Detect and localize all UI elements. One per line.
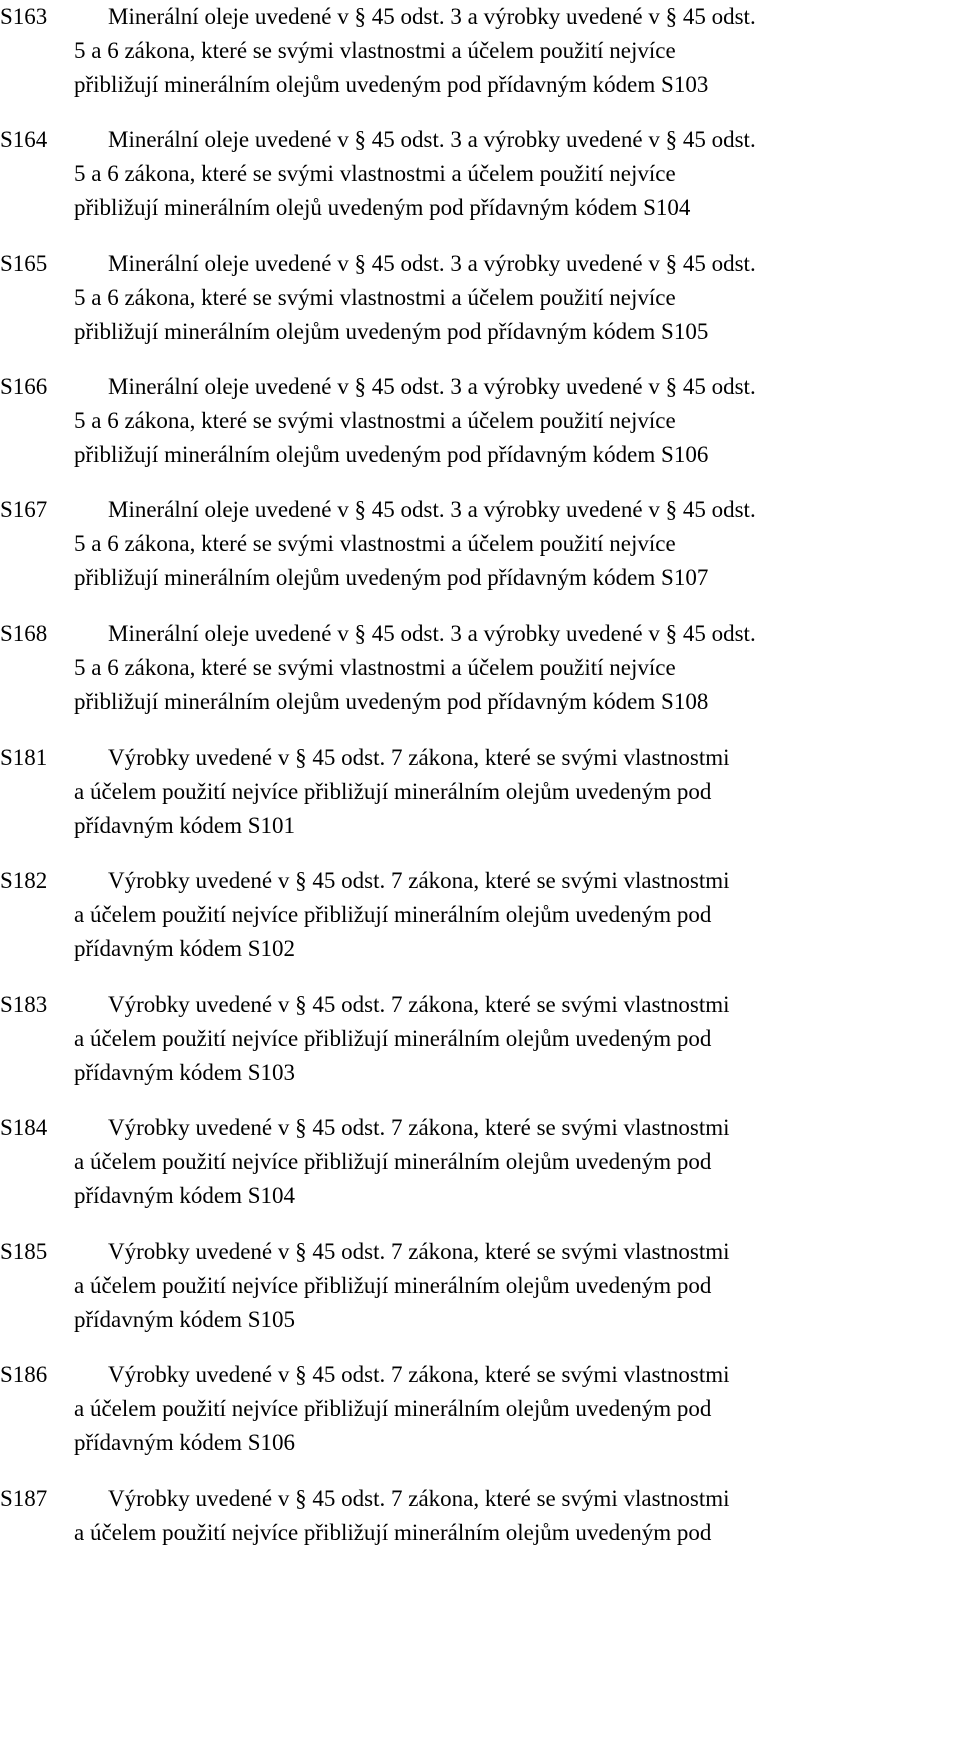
- entry-line: 5 a 6 zákona, které se svými vlastnostmi a účelem použití nejvíce: [74, 38, 676, 63]
- entry-code: S166: [0, 374, 48, 399]
- entry-line: přídavným kódem S105: [74, 1307, 296, 1332]
- entry-line: Výrobky uvedené v § 45 odst. 7 zákona, které se svými vlastnostmi: [108, 1115, 730, 1140]
- entry-code: S187: [0, 1486, 48, 1511]
- entry-code: S183: [0, 992, 48, 1017]
- entry-description: [74, 370, 954, 472]
- entry-line: přibližují minerálním olejům uvedeným pod přídavným kódem S108: [74, 689, 709, 714]
- entry-line: přibližují minerálním olejům uvedeným pod přídavným kódem S105: [74, 319, 709, 344]
- entry-line: 5 a 6 zákona, které se svými vlastnostmi a účelem použití nejvíce: [74, 655, 676, 680]
- entry-line: 5 a 6 zákona, které se svými vlastnostmi a účelem použití nejvíce: [74, 531, 676, 556]
- entry-line: 5 a 6 zákona, které se svými vlastnostmi a účelem použití nejvíce: [74, 161, 676, 186]
- entry-line: 5 a 6 zákona, které se svými vlastnostmi a účelem použití nejvíce: [74, 408, 676, 433]
- entry-line: přibližují minerálním olejům uvedeným pod přídavným kódem S106: [74, 442, 709, 467]
- entry-line: přídavným kódem S103: [74, 1060, 296, 1085]
- entry-line: přibližují minerálním olejům uvedeným pod přídavným kódem S103: [74, 72, 709, 97]
- entry-line: Výrobky uvedené v § 45 odst. 7 zákona, které se svými vlastnostmi: [108, 1362, 730, 1387]
- entry-description: [74, 1111, 954, 1213]
- entry-description: [74, 1358, 954, 1460]
- entry-description: [74, 0, 954, 102]
- entry-line: přídavným kódem S101: [74, 813, 296, 838]
- entry-code: S181: [0, 745, 48, 770]
- entry-line: Minerální oleje uvedené v § 45 odst. 3 a výrobky uvedené v § 45 odst.: [108, 4, 756, 29]
- entry-code: S168: [0, 621, 48, 646]
- entry-code: S163: [0, 4, 48, 29]
- entry-line: Minerální oleje uvedené v § 45 odst. 3 a výrobky uvedené v § 45 odst.: [108, 127, 756, 152]
- entry-line: přídavným kódem S104: [74, 1183, 296, 1208]
- entry-line: a účelem použití nejvíce přibližují minerálním olejům uvedeným pod: [74, 902, 712, 927]
- entry-line: Výrobky uvedené v § 45 odst. 7 zákona, které se svými vlastnostmi: [108, 1239, 730, 1264]
- entry-description: [74, 1235, 954, 1337]
- entry-code: S184: [0, 1115, 48, 1140]
- entry-line: Výrobky uvedené v § 45 odst. 7 zákona, které se svými vlastnostmi: [108, 745, 730, 770]
- entry-description: [74, 123, 954, 225]
- entry-line: Minerální oleje uvedené v § 45 odst. 3 a výrobky uvedené v § 45 odst.: [108, 497, 756, 522]
- entry-description: [74, 493, 954, 595]
- entry-line: přibližují minerálním olejů uvedeným pod přídavným kódem S104: [74, 195, 691, 220]
- entry-line: Výrobky uvedené v § 45 odst. 7 zákona, které se svými vlastnostmi: [108, 868, 730, 893]
- entry-line: Výrobky uvedené v § 45 odst. 7 zákona, které se svými vlastnostmi: [108, 992, 730, 1017]
- entry-line: přibližují minerálním olejům uvedeným pod přídavným kódem S107: [74, 565, 709, 590]
- entry-code: S186: [0, 1362, 48, 1387]
- entry-line: 5 a 6 zákona, které se svými vlastnostmi a účelem použití nejvíce: [74, 285, 676, 310]
- entry-line: Minerální oleje uvedené v § 45 odst. 3 a výrobky uvedené v § 45 odst.: [108, 374, 756, 399]
- entry-line: Výrobky uvedené v § 45 odst. 7 zákona, které se svými vlastnostmi: [108, 1486, 730, 1511]
- entry-line: Minerální oleje uvedené v § 45 odst. 3 a výrobky uvedené v § 45 odst.: [108, 621, 756, 646]
- entry-line: a účelem použití nejvíce přibližují minerálním olejům uvedeným pod: [74, 1396, 712, 1421]
- entry-description: [74, 617, 954, 719]
- entry-code: S185: [0, 1239, 48, 1264]
- entry-description: [74, 1482, 954, 1550]
- entry-line: a účelem použití nejvíce přibližují minerálním olejům uvedeným pod: [74, 1026, 712, 1051]
- entry-line: přídavným kódem S106: [74, 1430, 296, 1455]
- entry-line: Minerální oleje uvedené v § 45 odst. 3 a výrobky uvedené v § 45 odst.: [108, 251, 756, 276]
- entry-line: a účelem použití nejvíce přibližují minerálním olejům uvedeným pod: [74, 1149, 712, 1174]
- entry-line: a účelem použití nejvíce přibližují minerálním olejům uvedeným pod: [74, 1273, 712, 1298]
- entry-code: S165: [0, 251, 48, 276]
- entry-code: S182: [0, 868, 48, 893]
- entry-description: [74, 864, 954, 966]
- entry-code: S167: [0, 497, 48, 522]
- entry-line: a účelem použití nejvíce přibližují minerálním olejům uvedeným pod: [74, 779, 712, 804]
- entry-description: [74, 247, 954, 349]
- entry-description: [74, 988, 954, 1090]
- entry-line: přídavným kódem S102: [74, 936, 296, 961]
- entry-line: a účelem použití nejvíce přibližují minerálním olejům uvedeným pod: [74, 1520, 712, 1545]
- entry-code: S164: [0, 127, 48, 152]
- entry-description: [74, 741, 954, 843]
